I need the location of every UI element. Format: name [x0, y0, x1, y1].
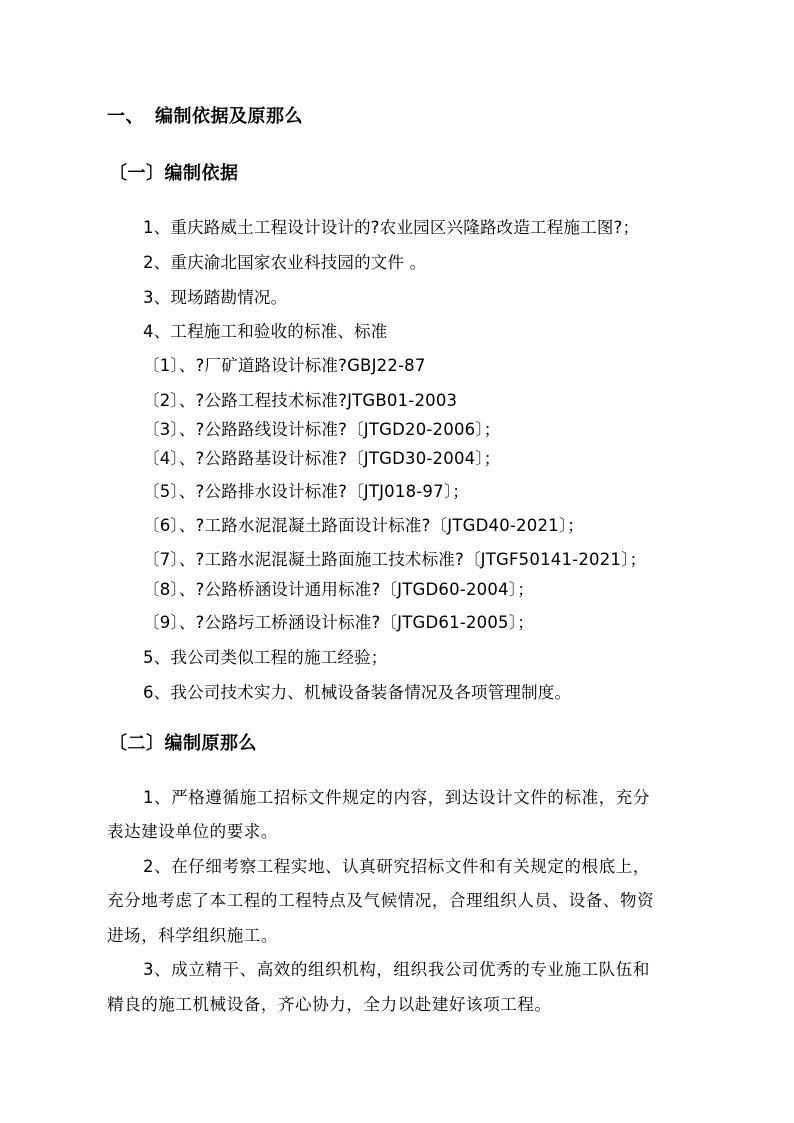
standard-item: 〔7〕、?工路水泥混凝土路面施工技术标准?〔JTGF50141-2021〕； — [143, 550, 647, 569]
principle-paragraph-line: 3、成立精干、高效的组织机构，组织我公司优秀的专业施工队伍和 — [143, 960, 650, 979]
basis-item: 3、现场踏勘情况。 — [143, 288, 288, 307]
basis-item: 1、重庆路威土工程设计设计的?农业园区兴隆路改造工程施工图?； — [143, 218, 640, 237]
basis-item: 4、工程施工和验收的标准、标准 — [143, 322, 388, 341]
basis-item: 6、我公司技术实力、机械设备装备情况及各项管理制度。 — [143, 683, 572, 702]
standard-item: 〔9〕、?公路圬工桥涵设计标准?〔JTGD61-2005〕； — [143, 613, 534, 632]
principle-paragraph-line: 精良的施工机械设备，齐心协力，全力以赴建好该项工程。 — [107, 995, 552, 1014]
standard-item: 〔4〕、?公路路基设计标准?〔JTGD30-2004〕； — [143, 449, 501, 468]
principle-paragraph-line: 进场，科学组织施工。 — [107, 926, 278, 945]
principle-paragraph-line: 1、严格遵循施工招标文件规定的内容，到达设计文件的标准，充分 — [143, 788, 650, 807]
standard-item: 〔3〕、?公路路线设计标准?〔JTGD20-2006〕； — [143, 420, 501, 439]
basis-item: 2、重庆渝北国家农业科技园的文件 。 — [143, 253, 427, 272]
principle-paragraph-line: 表达建设单位的要求。 — [107, 822, 278, 841]
standard-item: 〔8〕、?公路桥涵设计通用标准?〔JTGD60-2004〕； — [143, 580, 534, 599]
standard-item: 〔6〕、?工路水泥混凝土路面设计标准?〔JTGD40-2021〕； — [143, 516, 584, 535]
basis-heading: 〔一〕编制依据 — [109, 163, 239, 184]
standard-item: 〔5〕、?公路排水设计标准?〔JTJ018-97〕； — [143, 482, 469, 501]
principles-heading: 〔二〕编制原那么 — [109, 733, 257, 754]
standard-item: 〔2〕、?公路工程技术标准?JTGB01-2003 — [143, 391, 458, 410]
section-title: 编制依据及原那么 — [155, 106, 303, 127]
principle-paragraph-line: 充分地考虑了本工程的工程特点及气候情况，合理组织人员、设备、物资 — [107, 891, 655, 910]
section-number: 一、 — [107, 106, 144, 127]
basis-item: 5、我公司类似工程的施工经验； — [143, 648, 388, 667]
standard-item: 〔1〕、?厂矿道路设计标准?GBJ22-87 — [143, 356, 426, 375]
principle-paragraph-line: 2、在仔细考察工程实地、认真研究招标文件和有关规定的根底上， — [143, 857, 650, 876]
